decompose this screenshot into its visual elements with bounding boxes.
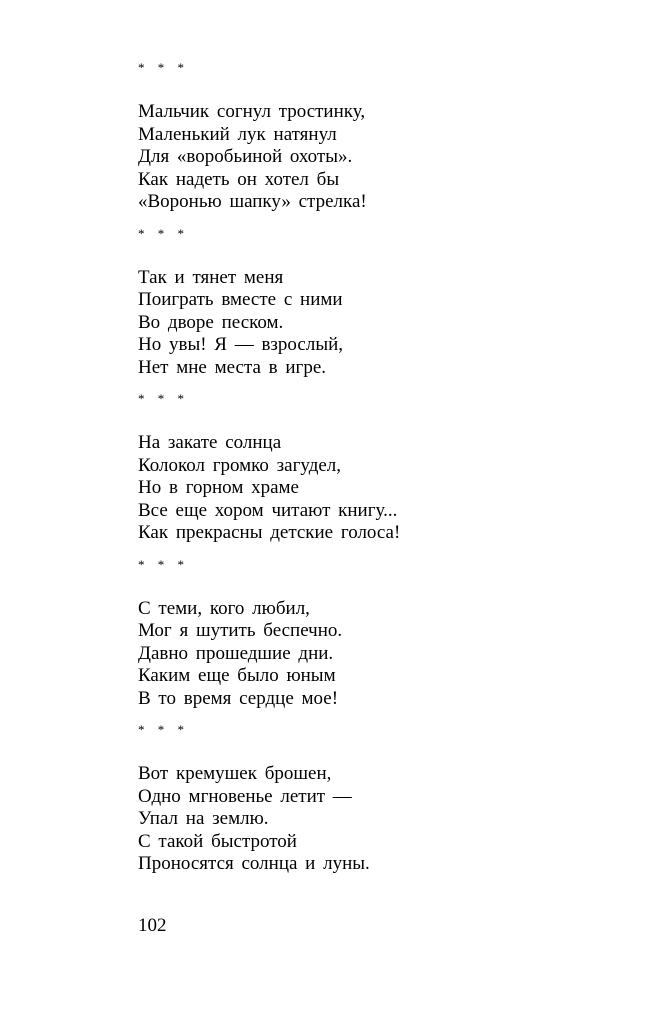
verse-line: Одно мгновенье летит — bbox=[138, 785, 352, 807]
verse-line: Маленький лук натянул bbox=[138, 123, 337, 145]
poem-3 bbox=[138, 389, 618, 545]
verse-line: Давно прошедшие дни. bbox=[138, 642, 334, 664]
verse-line: С такой быстротой bbox=[138, 830, 297, 852]
verse-line: Так и тянет меня bbox=[138, 266, 284, 288]
stanza bbox=[138, 101, 618, 214]
stanza bbox=[138, 432, 618, 545]
verse-line: Нет мне места в игре. bbox=[138, 356, 327, 378]
verse-line: Как надеть он хотел бы bbox=[138, 168, 340, 190]
stanza bbox=[138, 763, 618, 876]
verse-line: «Воронью шапку» стрелка! bbox=[138, 191, 367, 212]
poem-1 bbox=[138, 58, 618, 214]
verse-line: На закате солнца bbox=[138, 432, 282, 453]
stanza-separator: * * * bbox=[138, 556, 188, 572]
verse-line: Упал на землю. bbox=[138, 808, 269, 829]
verse-line: Мог я шутить беспечно. bbox=[138, 620, 343, 641]
verse-line: Поиграть вместе с ними bbox=[138, 289, 343, 310]
verse-line: Во дворе песком. bbox=[138, 311, 284, 333]
poem-2 bbox=[138, 224, 618, 380]
verse-line: Мальчик согнул тростинку, bbox=[138, 101, 366, 122]
poem-5 bbox=[138, 720, 618, 876]
verse-line: Каким еще было юным bbox=[138, 665, 336, 686]
verse-line: Вот кремушек брошен, bbox=[138, 763, 332, 784]
stanza-separator: * * * bbox=[138, 722, 188, 737]
stanza bbox=[138, 598, 618, 711]
verse-line: Для «воробьиной охоты». bbox=[138, 146, 353, 167]
verse-line: Проносятся солнца и луны. bbox=[138, 853, 370, 874]
verse-line: Колокол громко загудел, bbox=[138, 454, 342, 476]
stanza-separator: * * * bbox=[138, 225, 188, 241]
verse-line: Но увы! Я — взрослый, bbox=[138, 334, 344, 355]
verse-line: С теми, кого любил, bbox=[138, 597, 310, 619]
page-body bbox=[138, 58, 618, 886]
stanza bbox=[138, 267, 618, 380]
verse-line: В то время сердце мое! bbox=[138, 687, 339, 709]
stanza-separator: * * * bbox=[138, 391, 188, 406]
verse-line: Все еще хором читают книгу... bbox=[138, 499, 398, 521]
page-number: 102 bbox=[138, 915, 167, 936]
verse-line: Как прекрасны детские голоса! bbox=[138, 522, 401, 543]
poem-4 bbox=[138, 555, 618, 711]
verse-line: Но в горном храме bbox=[138, 477, 299, 498]
stanza-separator: * * * bbox=[138, 60, 188, 75]
